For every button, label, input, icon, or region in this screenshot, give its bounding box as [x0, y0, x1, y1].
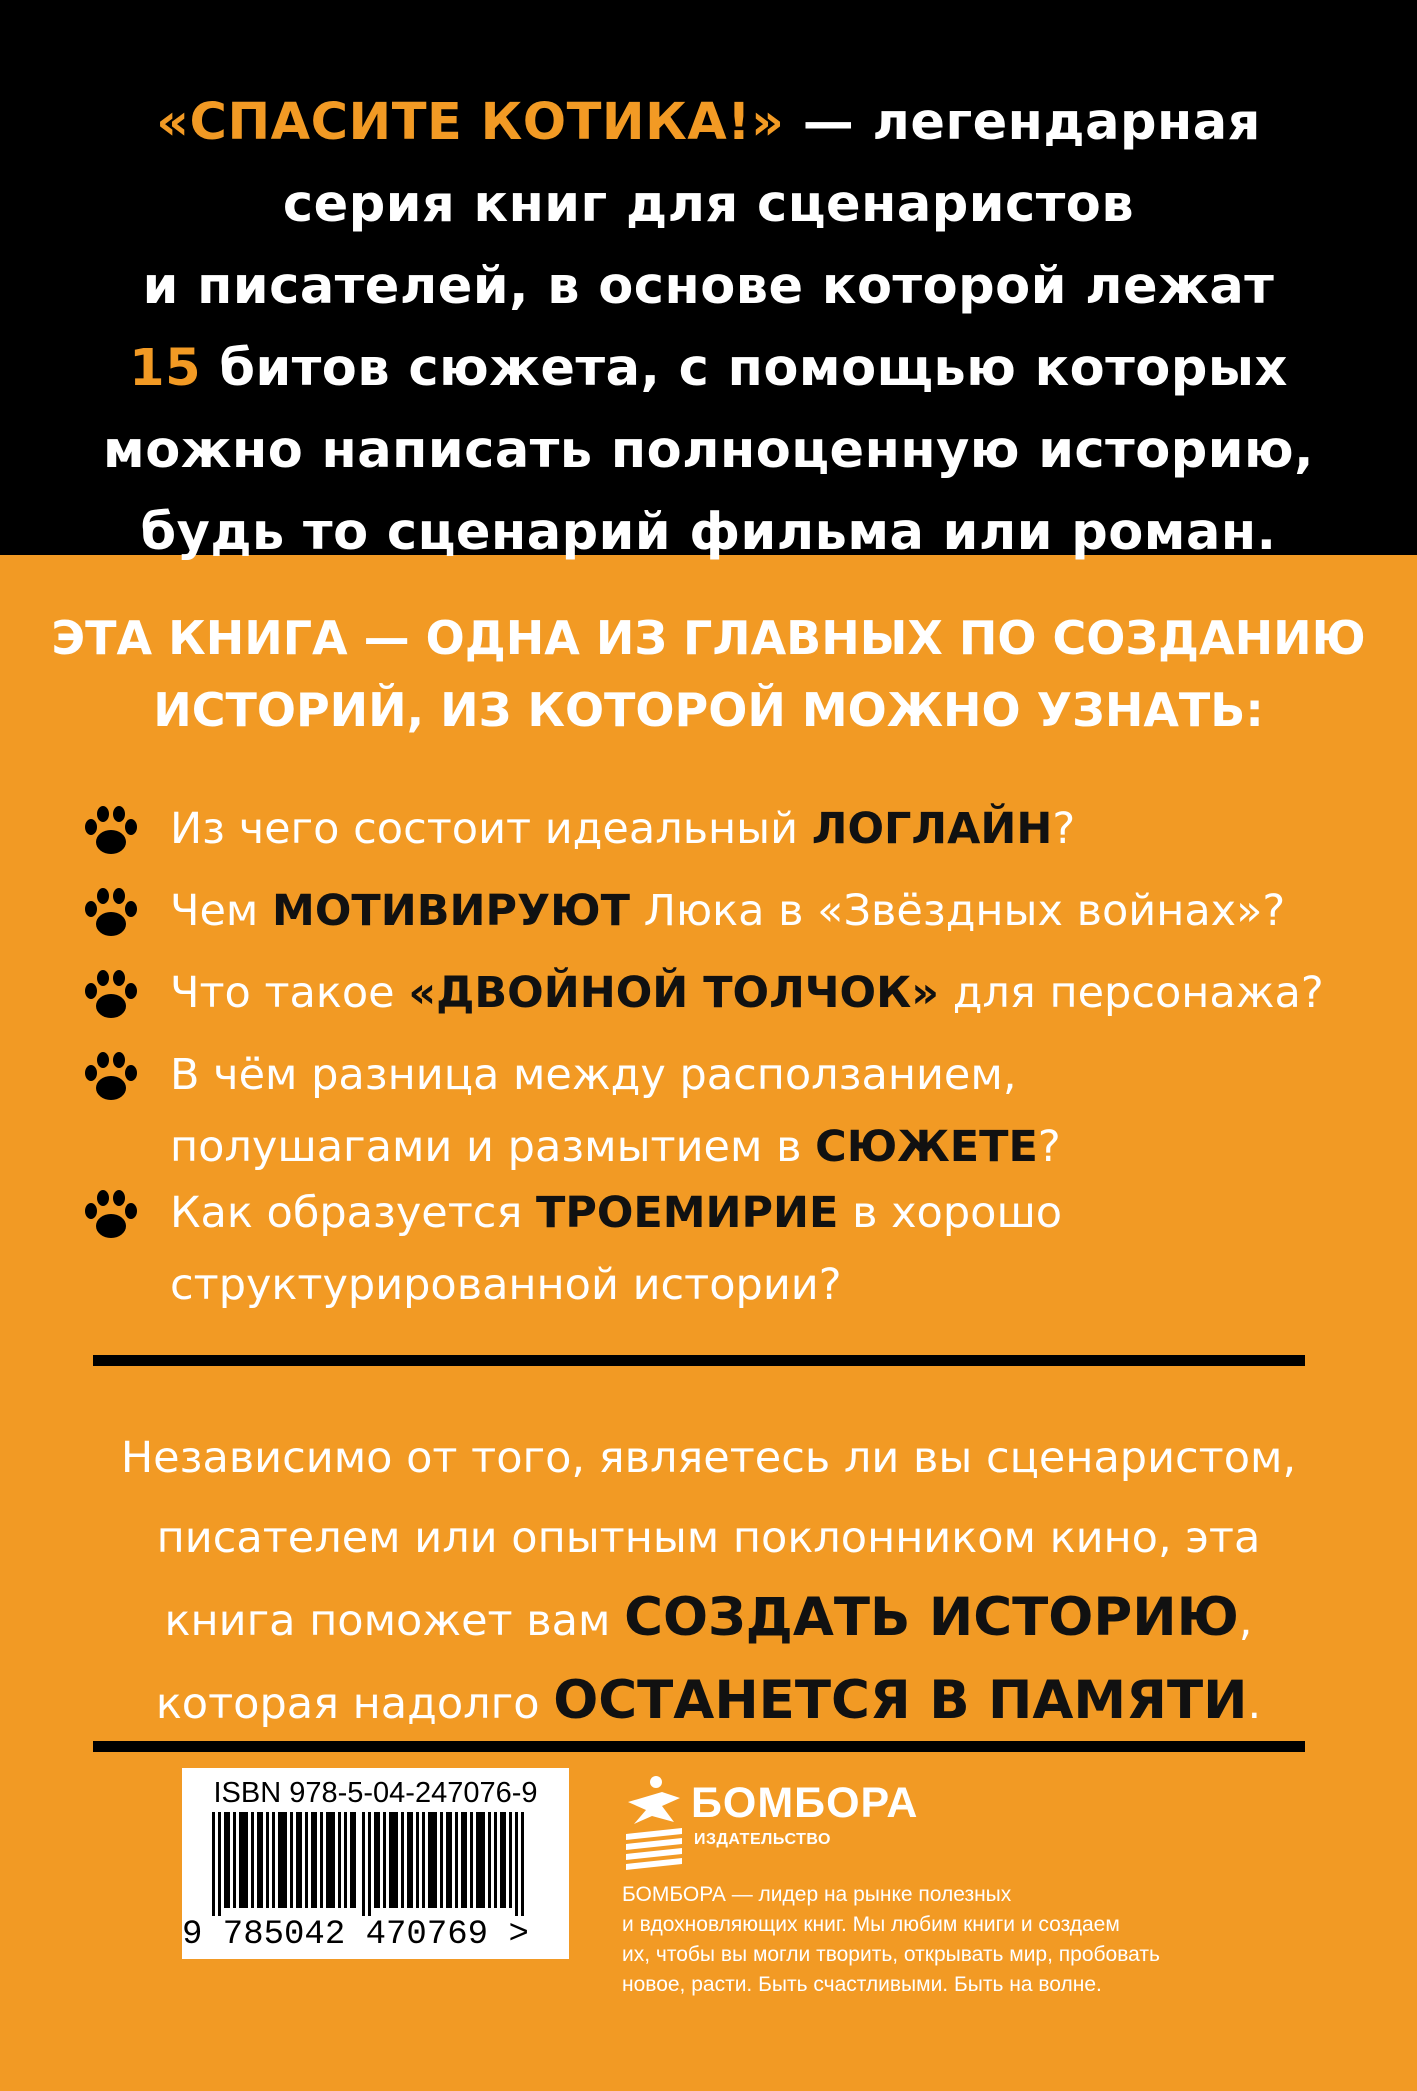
divider: [93, 1741, 1305, 1752]
paw-print-icon: [82, 1187, 140, 1241]
closing-paragraph: Независимо от того, являетесь ли вы сценаристом, писателем или опытным поклонником кино, эта книга поможет вам СОЗДАТЬ ИСТОРИЮ, которая надолго ОСТАНЕТСЯ В ПАМЯТИ.: [120, 1433, 1297, 1731]
divider: [93, 1355, 1305, 1366]
logo-subtitle: ИЗДАТЕЛЬСТВО: [694, 1831, 831, 1848]
series-title: «СПАСИТЕ КОТИКА!»: [156, 93, 785, 152]
publisher-blurb: БОМБОРА — лидер на рынке полезных и вдохновляющих книг. Мы любим книги и создаем их, чтобы вы могли творить, открывать мир, пробовать новое, расти. Быть счастливыми. Быть на волне.: [622, 1883, 1160, 1996]
paw-print-icon: [82, 885, 140, 939]
section-heading: ЭТА КНИГА — ОДНА ИЗ ГЛАВНЫХ ПО СОЗДАНИЮ ИСТОРИЙ, ИЗ КОТОРОЙ МОЖНО УЗНАТЬ:: [51, 611, 1366, 737]
beat-count: 15: [129, 339, 202, 398]
barcode-digits: 9 785042 470769 >: [182, 1916, 529, 1954]
barcode: [182, 1768, 569, 1959]
isbn-label: ISBN 978-5-04-247076-9: [213, 1777, 538, 1809]
bombora-logo-icon: [622, 1776, 686, 1871]
intro-paragraph: «СПАСИТЕ КОТИКА!» — легендарная серия книг для сценаристов и писателей, в основе которой лежат 15 битов сюжета, с помощью которых можно написать полноценную историю, будь то сценарий фильма или роман.: [103, 93, 1314, 562]
paw-print-icon: [82, 1049, 140, 1103]
publisher-logo: [622, 1776, 922, 1871]
barcode-bars: [190, 1812, 561, 1916]
logo-wordmark: БОМБОРА: [691, 1779, 919, 1827]
paw-print-icon: [82, 803, 140, 857]
paw-print-icon: [82, 967, 140, 1021]
